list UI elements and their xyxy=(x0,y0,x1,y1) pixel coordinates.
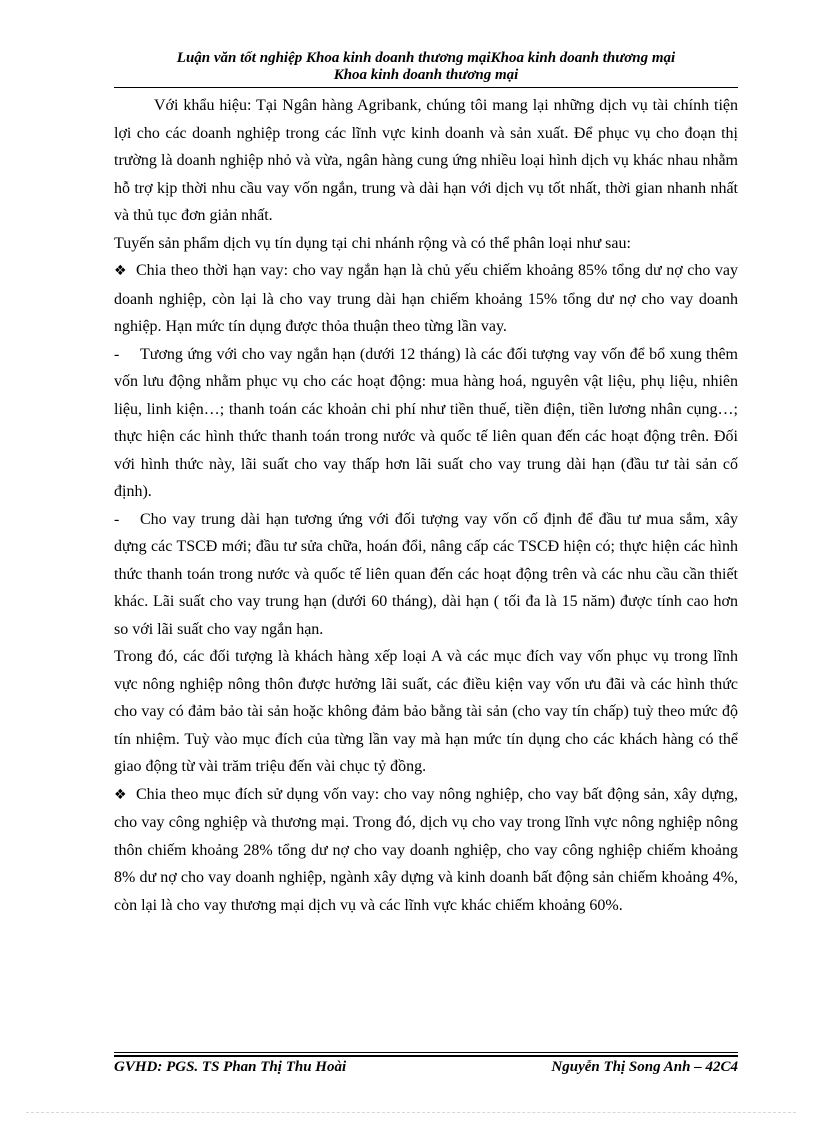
page-edge xyxy=(26,1112,796,1113)
diamond-bullet-icon: ❖ xyxy=(114,786,127,803)
document-body xyxy=(114,92,738,919)
dash-marker: - xyxy=(114,345,120,363)
bullet-text-purpose: Chia theo mục đích sử dụng vốn vay: cho vay nông nghiệp, cho vay bất động sản, xây dựng, cho vay công nghiệp và thương mại. Trong đó, dịch vụ cho vay trong lĩnh vực nông nghiệp nông thôn chiếm khoảng 28% tổng dư nợ cho vay doanh nghiệp, cho vay công nghiệp chiếm khoảng 8% dư nợ cho vay doanh nghiệp, ngành xây dựng và kinh doanh bất động sản chiếm khoảng 4%, còn lại là cho vay thương mại dịch vụ và các lĩnh vực khác chiếm khoảng 60%. xyxy=(114,785,738,914)
bullet-item-term xyxy=(114,257,738,341)
dash-text-short-term: Tương ứng với cho vay ngắn hạn (dưới 12 tháng) là các đối tượng vay vốn để bổ xung thêm vốn lưu động nhằm phục vụ cho các hoạt động: mua hàng hoá, nguyên vật liệu, phụ liệu, nhiên liệu, linh kiện…; thanh toán các khoản chi phí như tiền thuế, tiền điện, tiền lương nhân cụng…; thực hiện các hình thức thanh toán trong nước và quốc tế liên quan đến các hoạt động trên. Đối với hình thức này, lãi suất cho vay thấp hơn lãi suất cho vay trung dài hạn (đầu tư tài sản cố định). xyxy=(114,345,738,500)
diamond-bullet-icon: ❖ xyxy=(114,263,127,279)
page-header xyxy=(114,50,738,84)
header-line-2: Khoa kinh doanh thương mại xyxy=(333,67,519,83)
footer-advisor: GVHD: PGS. TS Phan Thị Thu Hoài xyxy=(114,1059,347,1075)
dash-item-long-term xyxy=(114,506,738,644)
dash-text-long-term: Cho vay trung dài hạn tương ứng với đối tượng vay vốn cố định để đầu tư mua sắm, xây dựng các TSCĐ mới; đầu tư sửa chữa, hoán đổi, nâng cấp các TSCĐ hiện có; thực hiện các hình thức thanh toán trong nước và quốc tế liên quan đến các hoạt động trên và các nhu cầu cần thiết khác. Lãi suất cho vay trung hạn (dưới 60 tháng), dài hạn ( tối đa là 15 năm) được tính cao hơn so với lãi suất cho vay ngắn hạn. xyxy=(114,510,738,638)
dash-marker: - xyxy=(114,510,120,528)
dash-item-short-term xyxy=(114,341,738,506)
bullet-item-purpose xyxy=(114,781,738,920)
header-divider xyxy=(114,87,738,88)
footer-divider-thin xyxy=(114,1052,738,1053)
intro-paragraph: Với khẩu hiệu: Tại Ngân hàng Agribank, chúng tôi mang lại những dịch vụ tài chính tiện lợi cho các doanh nghiệp trong các lĩnh vực kinh doanh và sản xuất. Để phục vụ cho đoạn thị trường là doanh nghiệp nhỏ và vừa, ngân hàng cung ứng nhiều loại hình dịch vụ khác nhau nhằm hỗ trợ kịp thời nhu cầu vay vốn ngắn, trung và dài hạn với dịch vụ tốt nhất, thời gian nhanh nhất và thủ tục đơn giản nhất. xyxy=(114,97,738,224)
customer-paragraph: Trong đó, các đối tượng là khách hàng xếp loại A và các mục đích vay vốn phục vụ trong lĩnh vực nông nghiệp nông thôn được hưởng lãi suất, các điều kiện vay vốn ưu đãi và các hình thức cho vay có đảm bảo tài sản hoặc không đảm bảo bằng tài sản (cho vay tín chấp) tuỳ theo mức độ tín nhiệm. Tuỳ vào mục đích của từng lần vay mà hạn mức tín dụng cho các khách hàng có thể giao động từ vài trăm triệu đến vài chục tỷ đồng. xyxy=(114,648,738,775)
header-line-1: Luận văn tốt nghiệp Khoa kinh doanh thương mạiKhoa kinh doanh thương mại xyxy=(176,50,676,66)
bullet-text-term: Chia theo thời hạn vay: cho vay ngắn hạn là chủ yếu chiếm khoảng 85% tổng dư nợ cho vay doanh nghiệp, còn lại là cho vay trung dài hạn chiếm khoảng 15% tổng dư nợ cho vay doanh nghiệp. Hạn mức tín dụng được thỏa thuận theo từng lần vay. xyxy=(114,262,738,335)
footer-divider-thick xyxy=(114,1055,738,1057)
product-line-paragraph: Tuyến sản phẩm dịch vụ tín dụng tại chi nhánh rộng và có thể phân loại như sau: xyxy=(114,234,631,252)
footer-author: Nguyễn Thị Song Anh – 42C4 xyxy=(551,1059,738,1075)
